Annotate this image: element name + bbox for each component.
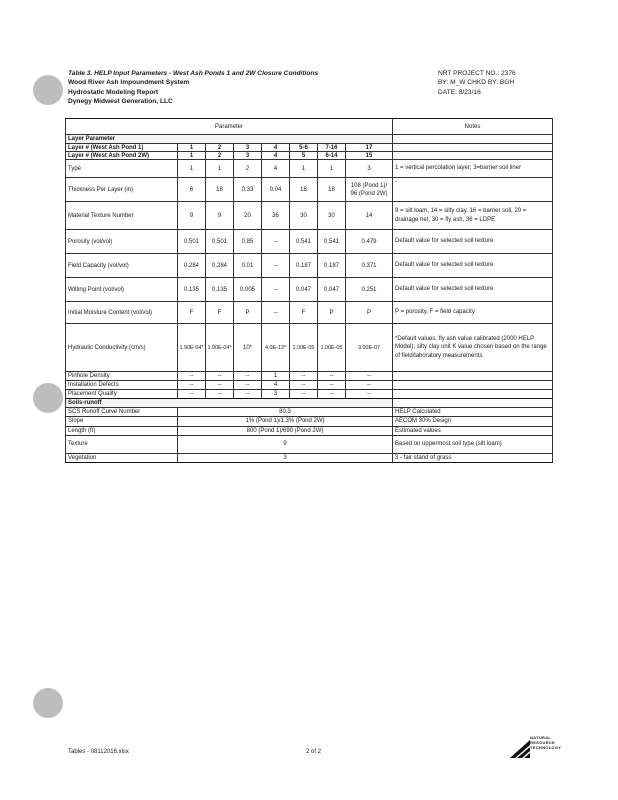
cell: 1.90E-04* bbox=[206, 324, 234, 372]
cell: 4 bbox=[262, 381, 290, 390]
note: *Default values. fly ash value calibrated (2000 HELP Model); silty clay unit K value chosen based on the range of field/laboratory measurements bbox=[393, 324, 553, 372]
cell: -- bbox=[318, 381, 346, 390]
cell: -- bbox=[290, 372, 318, 381]
row-label: Hydraulic Conductivity (cm/s) bbox=[66, 324, 178, 372]
cell: 1 bbox=[178, 152, 206, 160]
cell: 800 (Pond 1)/690 (Pond 2W) bbox=[178, 426, 393, 435]
empty-cell bbox=[393, 372, 553, 381]
note: - bbox=[393, 178, 553, 202]
cell: 0.371 bbox=[346, 254, 393, 278]
cell: -- bbox=[234, 390, 262, 399]
cell: 30 bbox=[290, 202, 318, 230]
cell: 1.90E-04* bbox=[178, 324, 206, 372]
cell: 0.33 bbox=[234, 178, 262, 202]
cell: 0.501 bbox=[178, 230, 206, 254]
cell: 30 bbox=[318, 202, 346, 230]
cell: -- bbox=[262, 278, 290, 302]
cell: 3 bbox=[346, 160, 393, 178]
cell: P bbox=[234, 302, 262, 324]
table-row bbox=[66, 435, 553, 453]
cell: 0.541 bbox=[318, 230, 346, 254]
cell: 4 bbox=[262, 160, 290, 178]
row-label: Layer # (West Ash Pond 2W) bbox=[66, 152, 178, 160]
cell: 0.479 bbox=[346, 230, 393, 254]
row-label: Type bbox=[66, 160, 178, 178]
cell: 0.005 bbox=[234, 278, 262, 302]
cell: -- bbox=[346, 390, 393, 399]
empty-cell bbox=[393, 135, 553, 144]
parameter-header: Parameter bbox=[66, 119, 393, 135]
cell: -- bbox=[290, 381, 318, 390]
section-soils-runoff: Soils-runoff bbox=[66, 399, 393, 408]
table-row bbox=[66, 278, 553, 302]
cell: 6 bbox=[178, 178, 206, 202]
cell: 9 bbox=[178, 202, 206, 230]
table-row bbox=[66, 372, 553, 381]
row-label: Initial Moisture Content (vol/vol) bbox=[66, 302, 178, 324]
cell: -- bbox=[206, 372, 234, 381]
hole-punch-middle bbox=[33, 383, 63, 413]
cell: -- bbox=[178, 390, 206, 399]
cell: 15 bbox=[346, 152, 393, 160]
section-layer-parameter: Layer Parameter bbox=[66, 135, 393, 144]
row-label: SCS Runoff Curve Number bbox=[66, 408, 178, 417]
row-label: Texture bbox=[66, 435, 178, 453]
cell: 0.541 bbox=[290, 230, 318, 254]
cell: 1 bbox=[318, 160, 346, 178]
cell: 80.3 bbox=[178, 408, 393, 417]
cell: 6-14 bbox=[318, 152, 346, 160]
cell: 0.047 bbox=[290, 278, 318, 302]
cell: 0.284 bbox=[178, 254, 206, 278]
cell: -- bbox=[234, 372, 262, 381]
cell: 9 bbox=[206, 202, 234, 230]
table-row bbox=[66, 426, 553, 435]
table-row bbox=[66, 417, 553, 426]
table-row bbox=[66, 144, 553, 152]
row-label: Porosity (vol/vol) bbox=[66, 230, 178, 254]
cell: -- bbox=[346, 372, 393, 381]
cell: 18 bbox=[290, 178, 318, 202]
cell: 20 bbox=[234, 202, 262, 230]
cell: -- bbox=[234, 381, 262, 390]
cell: 5 bbox=[290, 152, 318, 160]
cell: 10* bbox=[234, 324, 262, 372]
cell: 0.187 bbox=[318, 254, 346, 278]
cell: -- bbox=[318, 372, 346, 381]
empty-cell bbox=[393, 399, 553, 408]
cell: -- bbox=[262, 254, 290, 278]
cell: 0.047 bbox=[318, 278, 346, 302]
cell: -- bbox=[346, 381, 393, 390]
cell: -- bbox=[206, 390, 234, 399]
cell: F bbox=[290, 302, 318, 324]
logo-line: RESOURCE bbox=[530, 740, 556, 745]
empty-cell bbox=[393, 381, 553, 390]
note: P = porosity, F = field capacity bbox=[393, 302, 553, 324]
cell: F bbox=[206, 302, 234, 324]
row-label: Length (ft) bbox=[66, 426, 178, 435]
cell: 0.01 bbox=[234, 254, 262, 278]
row-label: Installation Defects bbox=[66, 381, 178, 390]
cell: -- bbox=[178, 381, 206, 390]
footer-page-number: 2 of 2 bbox=[306, 749, 322, 755]
hole-punch-bottom bbox=[33, 688, 63, 718]
table-row bbox=[66, 202, 553, 230]
cell: 3.00E-07 bbox=[346, 324, 393, 372]
row-label: Pinhole Density bbox=[66, 372, 178, 381]
cell: 4 bbox=[262, 152, 290, 160]
cell: 2 bbox=[206, 152, 234, 160]
empty-cell bbox=[393, 390, 553, 399]
hole-punch-top bbox=[33, 75, 63, 105]
footer-filename: Tables - 08112016.xlsx bbox=[68, 749, 129, 755]
table-row bbox=[66, 302, 553, 324]
cell: -- bbox=[262, 230, 290, 254]
cell: 17 bbox=[346, 144, 393, 152]
empty-cell bbox=[393, 144, 553, 152]
document-header bbox=[68, 69, 408, 107]
table-row bbox=[66, 152, 553, 160]
cell: 0.135 bbox=[178, 278, 206, 302]
cell: 36 bbox=[262, 202, 290, 230]
cell: -- bbox=[290, 390, 318, 399]
logo-line: NATURAL bbox=[530, 735, 552, 740]
cell: 4.0E-13* bbox=[262, 324, 290, 372]
cell: 9 bbox=[178, 435, 393, 453]
note: HELP Calculated bbox=[393, 408, 553, 417]
date: DATE: 8/23/16 bbox=[438, 88, 481, 96]
cell: 18 bbox=[206, 178, 234, 202]
cell: 7-16 bbox=[318, 144, 346, 152]
cell: P bbox=[346, 302, 393, 324]
prepared-by: BY: M_W CHKD BY: BGH bbox=[438, 79, 515, 87]
note: Estimated values bbox=[393, 426, 553, 435]
cell: 4 bbox=[262, 144, 290, 152]
note: Based on uppermost soil type (silt loam) bbox=[393, 435, 553, 453]
table-row bbox=[66, 324, 553, 372]
cell: 1 bbox=[178, 144, 206, 152]
project-number: NRT PROJECT NO.: 2376 bbox=[438, 70, 516, 77]
cell: -- bbox=[206, 381, 234, 390]
cell: -- bbox=[318, 390, 346, 399]
cell: 3 bbox=[178, 453, 393, 462]
project-info bbox=[438, 69, 608, 97]
cell: 18 bbox=[318, 178, 346, 202]
cell: 108 (Pond 1)/ 96 (Pond 2W) bbox=[346, 178, 393, 202]
note: Default value for selected soil texture bbox=[393, 254, 553, 278]
row-label: Layer # (West Ash Pond 1) bbox=[66, 144, 178, 152]
cell: 0.04 bbox=[262, 178, 290, 202]
cell: 1% (Pond 1)/1.3% (Pond 2W) bbox=[178, 417, 393, 426]
cell: 1 bbox=[290, 160, 318, 178]
header-line-company: Dynegy Midwest Generation, LLC bbox=[68, 98, 173, 106]
cell: -- bbox=[178, 372, 206, 381]
table-row bbox=[66, 408, 553, 417]
cell: F bbox=[178, 302, 206, 324]
cell: 3 bbox=[262, 390, 290, 399]
notes-header: Notes bbox=[393, 119, 553, 135]
table-row bbox=[66, 254, 553, 278]
table-row bbox=[66, 160, 553, 178]
table-row bbox=[66, 178, 553, 202]
cell: 5-6 bbox=[290, 144, 318, 152]
cell: 2 bbox=[206, 144, 234, 152]
note: 1 = vertical percolation layer; 3=barrier soil liner bbox=[393, 160, 553, 178]
cell: 0.187 bbox=[290, 254, 318, 278]
help-input-table bbox=[65, 118, 553, 463]
logo-line: TECHNOLOGY bbox=[530, 745, 562, 750]
header-line-system: Wood River Ash Impoundment System bbox=[68, 79, 190, 87]
row-label: Wilting Point (vol/vol) bbox=[66, 278, 178, 302]
cell: 3 bbox=[234, 144, 262, 152]
cell: 0.501 bbox=[206, 230, 234, 254]
table-title: Table 3. HELP Input Parameters - West Ash Ponds 1 and 2W Closure Conditions bbox=[68, 70, 319, 77]
table-row bbox=[66, 381, 553, 390]
row-label: Material Texture Number bbox=[66, 202, 178, 230]
cell: 1.00E-05 bbox=[290, 324, 318, 372]
empty-cell bbox=[393, 152, 553, 160]
cell: 1.00E-05 bbox=[318, 324, 346, 372]
cell: 1 bbox=[178, 160, 206, 178]
cell: P bbox=[318, 302, 346, 324]
row-label: Vegetation bbox=[66, 453, 178, 462]
cell: -- bbox=[262, 302, 290, 324]
table-row bbox=[66, 230, 553, 254]
logo-text bbox=[530, 735, 561, 750]
row-label: Slope bbox=[66, 417, 178, 426]
note: Default value for selected soil texture bbox=[393, 230, 553, 254]
note: 3 - fair stand of grass bbox=[393, 453, 553, 462]
row-label: Thickness Per Layer (in) bbox=[66, 178, 178, 202]
cell: 14 bbox=[346, 202, 393, 230]
note: Default value for selected soil texture bbox=[393, 278, 553, 302]
cell: 1 bbox=[262, 372, 290, 381]
table-row bbox=[66, 390, 553, 399]
cell: 0.251 bbox=[346, 278, 393, 302]
cell: 0.85 bbox=[234, 230, 262, 254]
table-row bbox=[66, 453, 553, 462]
cell: 0.135 bbox=[206, 278, 234, 302]
note: AECOM 30% Design bbox=[393, 417, 553, 426]
row-label: Field Capacity (vol/vol) bbox=[66, 254, 178, 278]
row-label: Placement Quality bbox=[66, 390, 178, 399]
cell: 1 bbox=[206, 160, 234, 178]
header-line-report: Hydrostatic Modeling Report bbox=[68, 88, 159, 96]
cell: 0.284 bbox=[206, 254, 234, 278]
note: 9 = silt loam, 14 = silty clay, 16 = barrier soil, 20 = drainage net, 30 = fly ash, 36 = LDPE bbox=[393, 202, 553, 230]
cell: 2 bbox=[234, 160, 262, 178]
cell: 3 bbox=[234, 152, 262, 160]
